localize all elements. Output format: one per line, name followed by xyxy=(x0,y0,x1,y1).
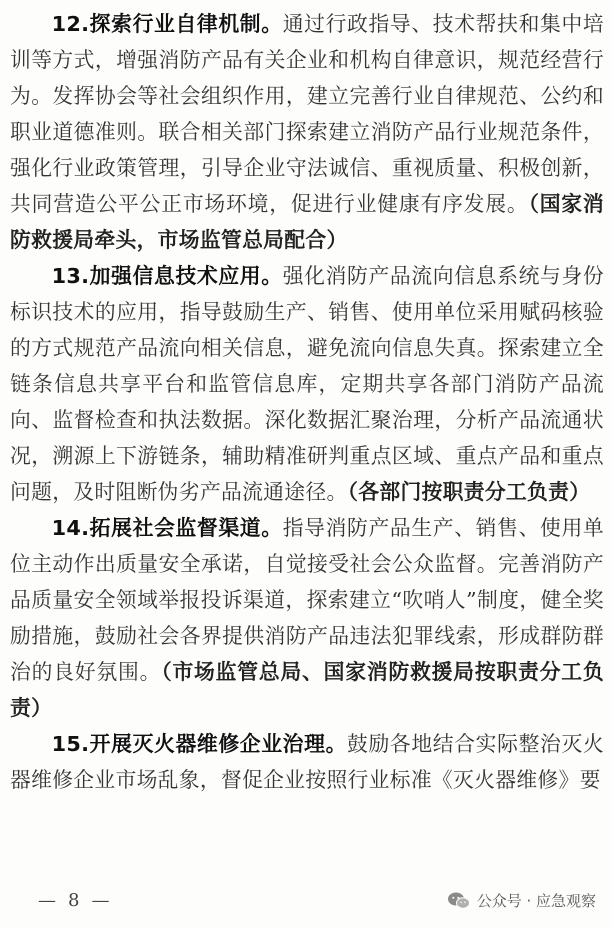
section-13-heading: 13.加强信息技术应用。 xyxy=(51,264,283,288)
section-13-body: 强化消防产品流向信息系统与身份标识技术的应用，指导鼓励生产、销售、使用单位采用赋码核验的方式规范产品流向相关信息，避免流向信息失真。探索建立全链条信息共享平台和监管信息库，定期共享各部门消防产品流向、监督检查和执法数据。深化数据汇聚治理，分析产品流通状况，溯源上下游链条，辅助精准研判重点区域、重点产品和重点问题，及时阻断伪劣产品流通途径。 xyxy=(10,264,604,504)
section-13-responsibility: （各部门按职责分工负责） xyxy=(347,480,591,504)
section-14-body: 指导消防产品生产、销售、使用单位主动作出质量安全承诺，自觉接受社会公众监督。完善消防产品质量安全领域举报投诉渠道，探索建立“吹哨人”制度，健全奖励措施，鼓励社会各界提供消防产品违法犯罪线索，形成群防群治的良好氛围。 xyxy=(10,516,604,684)
document-body xyxy=(10,6,604,798)
section-15-body: 鼓励各地结合实际整治灭火器维修企业市场乱象，督促企业按照行业标准《灭火器维修》要 xyxy=(10,732,604,792)
page-footer xyxy=(0,886,612,922)
section-15 xyxy=(10,726,604,798)
section-12-responsibility: （国家消防救援局牵头，市场监管总局配合） xyxy=(10,192,604,252)
section-12 xyxy=(10,6,604,258)
page-number xyxy=(38,890,111,911)
section-12-body: 通过行政指导、技术帮扶和集中培训等方式，增强消防产品有关企业和机构自律意识，规范经营行为。发挥协会等社会组织作用，建立完善行业自律规范、公约和职业道德准则。联合相关部门探索建立消防产品行业规范条件，强化行业政策管理，引导企业守法诚信、重视质量、积极创新，共同营造公平公正市场环境，促进行业健康有序发展。 xyxy=(10,12,604,216)
watermark-text: 公众号 · 应急观察 xyxy=(476,892,596,910)
watermark xyxy=(447,890,596,911)
section-14-heading: 14.拓展社会监督渠道。 xyxy=(51,516,283,540)
wechat-icon xyxy=(447,891,471,911)
page-number-dash-left: — xyxy=(38,890,58,911)
section-14-responsibility: （市场监管总局、国家消防救援局按职责分工负责） xyxy=(10,660,604,720)
section-14 xyxy=(10,510,604,726)
page-number-dash-right: — xyxy=(91,890,112,911)
section-12-heading: 12.探索行业自律机制。 xyxy=(51,12,283,36)
section-13 xyxy=(10,258,604,510)
section-15-heading: 15.开展灭火器维修企业治理。 xyxy=(51,732,348,756)
page-number-value: 8 xyxy=(68,890,82,911)
